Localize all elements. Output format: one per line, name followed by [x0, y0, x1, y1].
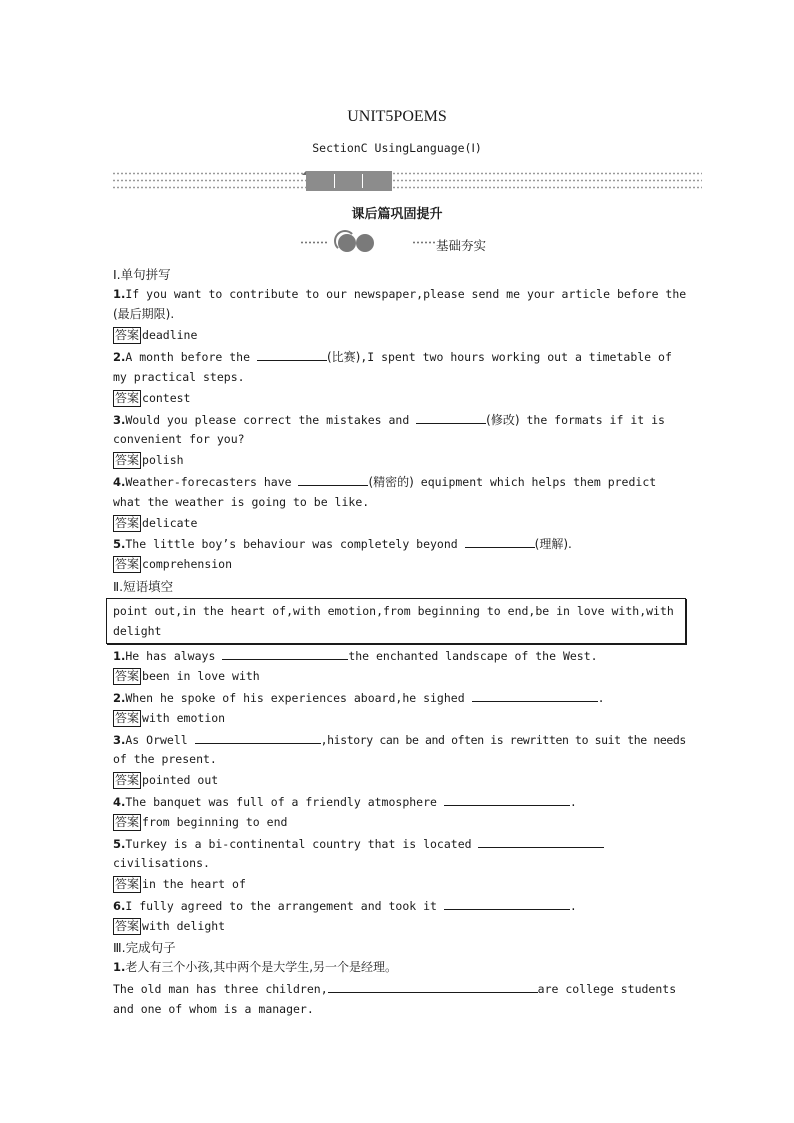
- answer-row: [113, 515, 197, 532]
- question-text: .: [569, 795, 577, 809]
- page-subtitle: SectionC UsingLanguage(Ⅰ): [312, 141, 482, 155]
- answer-blank[interactable]: [478, 836, 604, 848]
- question-line: [113, 287, 687, 302]
- question-text: If you want to contribute to our newspaper,please send me your article before the: [125, 287, 687, 301]
- banner-dots: [112, 179, 702, 182]
- question-line: [113, 794, 683, 810]
- question-number: 5.: [113, 837, 126, 851]
- answer-blank[interactable]: [444, 898, 570, 910]
- question-number: 3.: [113, 413, 126, 427]
- answer-blank[interactable]: [444, 794, 570, 806]
- question-text: are college students: [537, 982, 677, 996]
- answer-text: been in love with: [142, 669, 260, 683]
- question-text: equipment which helps them predict: [413, 475, 657, 489]
- answer-blank[interactable]: [472, 690, 598, 702]
- answer-row: [113, 556, 232, 573]
- question-line: [113, 836, 683, 852]
- answer-text: contest: [142, 391, 191, 405]
- question-line: [113, 349, 683, 365]
- answer-row: [113, 327, 197, 344]
- section-banner: [112, 171, 702, 191]
- question-number: 1.: [113, 649, 126, 663]
- question-text: The little boy’s behaviour was completely beyond: [125, 537, 465, 551]
- answer-blank[interactable]: [465, 536, 535, 548]
- question-text: Weather-forecasters have: [125, 475, 299, 489]
- section-title-2: Ⅱ.短语填空: [113, 579, 174, 594]
- answer-badge: 答案: [115, 877, 140, 891]
- answer-row: [113, 710, 225, 727]
- marker-circle-icon: [338, 234, 356, 252]
- question-text: ,history can be and often is rewritten to suit the needs: [320, 733, 686, 747]
- question-line: what the weather is going to be like.: [113, 495, 370, 509]
- answer-text: polish: [142, 453, 184, 467]
- answer-badge: 答案: [115, 919, 140, 933]
- question-text: Would you please correct the mistakes and: [125, 413, 417, 427]
- question-number: 3.: [113, 733, 126, 747]
- answer-badge: 答案: [115, 711, 140, 725]
- question-text: .: [569, 899, 577, 913]
- answer-badge: 答案: [115, 557, 140, 571]
- marker-dots: [412, 241, 436, 244]
- answer-text: in the heart of: [142, 877, 246, 891]
- answer-badge: 答案: [115, 391, 140, 405]
- hint-text: (修改): [486, 413, 520, 427]
- question-line: [113, 536, 683, 552]
- question-text: the enchanted landscape of the West.: [348, 649, 598, 663]
- answer-badge: 答案: [115, 669, 140, 683]
- answer-text: deadline: [142, 328, 198, 342]
- sub-heading: 基础夯实: [436, 238, 487, 253]
- question-text: .: [597, 691, 605, 705]
- question-line: of the present.: [113, 752, 217, 766]
- question-text: ,I spent two hours working out a timetable of: [360, 350, 672, 364]
- marker-dots: [300, 241, 328, 244]
- answer-badge: 答案: [115, 328, 140, 342]
- banner-dots: [112, 172, 702, 175]
- question-line: [113, 648, 683, 664]
- question-line: [113, 960, 683, 975]
- question-line: [113, 981, 683, 997]
- question-number: 1.: [113, 960, 126, 974]
- section-heading: 课后篇巩固提升: [351, 207, 443, 222]
- answer-blank[interactable]: [298, 474, 368, 486]
- answer-badge: 答案: [115, 815, 140, 829]
- hint-text: (理解).: [534, 537, 572, 551]
- answer-text: comprehension: [142, 557, 233, 571]
- question-text: He has always: [125, 649, 223, 663]
- section-title-3: Ⅲ.完成句子: [113, 940, 176, 955]
- question-number: 6.: [113, 899, 126, 913]
- answer-badge: 答案: [115, 773, 140, 787]
- answer-blank[interactable]: [222, 648, 348, 660]
- question-line: and one of whom is a manager.: [113, 1002, 314, 1016]
- question-text: A month before the: [125, 350, 257, 364]
- phrase-bank-line: point out,in the heart of,with emotion,from beginning to end,be in love with,with: [113, 604, 674, 618]
- question-number: 5.: [113, 537, 126, 551]
- section-title-1: Ⅰ.单句拼写: [113, 267, 171, 282]
- question-line: my practical steps.: [113, 370, 245, 384]
- question-text: the formats if it is: [519, 413, 665, 427]
- question-line: convenient for you?: [113, 432, 245, 446]
- hint-text: (精密的): [368, 475, 414, 489]
- answer-text: pointed out: [142, 773, 219, 787]
- banner-dots: [112, 186, 702, 189]
- question-line: [113, 732, 686, 748]
- answer-row: [113, 452, 184, 469]
- question-text-cn: 老人有三个小孩,其中两个是大学生,另一个是经理。: [125, 960, 398, 974]
- question-text: The banquet was full of a friendly atmosphere: [125, 795, 444, 809]
- question-text: As Orwell: [125, 733, 195, 747]
- question-number: 4.: [113, 795, 126, 809]
- phrase-bank: [106, 598, 686, 644]
- answer-row: [113, 876, 246, 893]
- question-text: The old man has three children,: [113, 982, 328, 996]
- marker-circle-icon: [356, 234, 374, 252]
- level-marker: [300, 232, 500, 254]
- answer-row: [113, 390, 190, 407]
- answer-blank[interactable]: [257, 349, 327, 361]
- answer-row: [113, 918, 225, 935]
- question-text: I fully agreed to the arrangement and took it: [125, 899, 444, 913]
- answer-badge: 答案: [115, 453, 140, 467]
- answer-text: delicate: [142, 516, 198, 530]
- answer-text: with emotion: [142, 711, 226, 725]
- banner-tab: [306, 171, 392, 191]
- question-text: Turkey is a bi-continental country that is located: [125, 837, 479, 851]
- question-number: 2.: [113, 691, 126, 705]
- answer-badge: 答案: [115, 516, 140, 530]
- answer-text: with delight: [142, 919, 226, 933]
- question-line: [113, 690, 683, 706]
- answer-row: [113, 814, 287, 831]
- question-line: [113, 412, 683, 428]
- answer-row: [113, 772, 218, 789]
- question-number: 1.: [113, 287, 126, 301]
- phrase-bank-line: delight: [113, 624, 162, 638]
- answer-blank[interactable]: [328, 981, 538, 993]
- question-line: [113, 898, 683, 914]
- answer-blank[interactable]: [416, 412, 486, 424]
- answer-row: [113, 668, 260, 685]
- page-title: UNIT5POEMS: [347, 108, 447, 125]
- question-number: 2.: [113, 350, 126, 364]
- question-line: [113, 474, 683, 490]
- answer-text: from beginning to end: [142, 815, 288, 829]
- question-line: civilisations.: [113, 856, 210, 870]
- hint-text: (比赛): [326, 350, 361, 364]
- question-line: (最后期限).: [113, 307, 175, 321]
- answer-blank[interactable]: [195, 732, 321, 744]
- question-number: 4.: [113, 475, 126, 489]
- question-text: When he spoke of his experiences aboard,he sighed: [125, 691, 472, 705]
